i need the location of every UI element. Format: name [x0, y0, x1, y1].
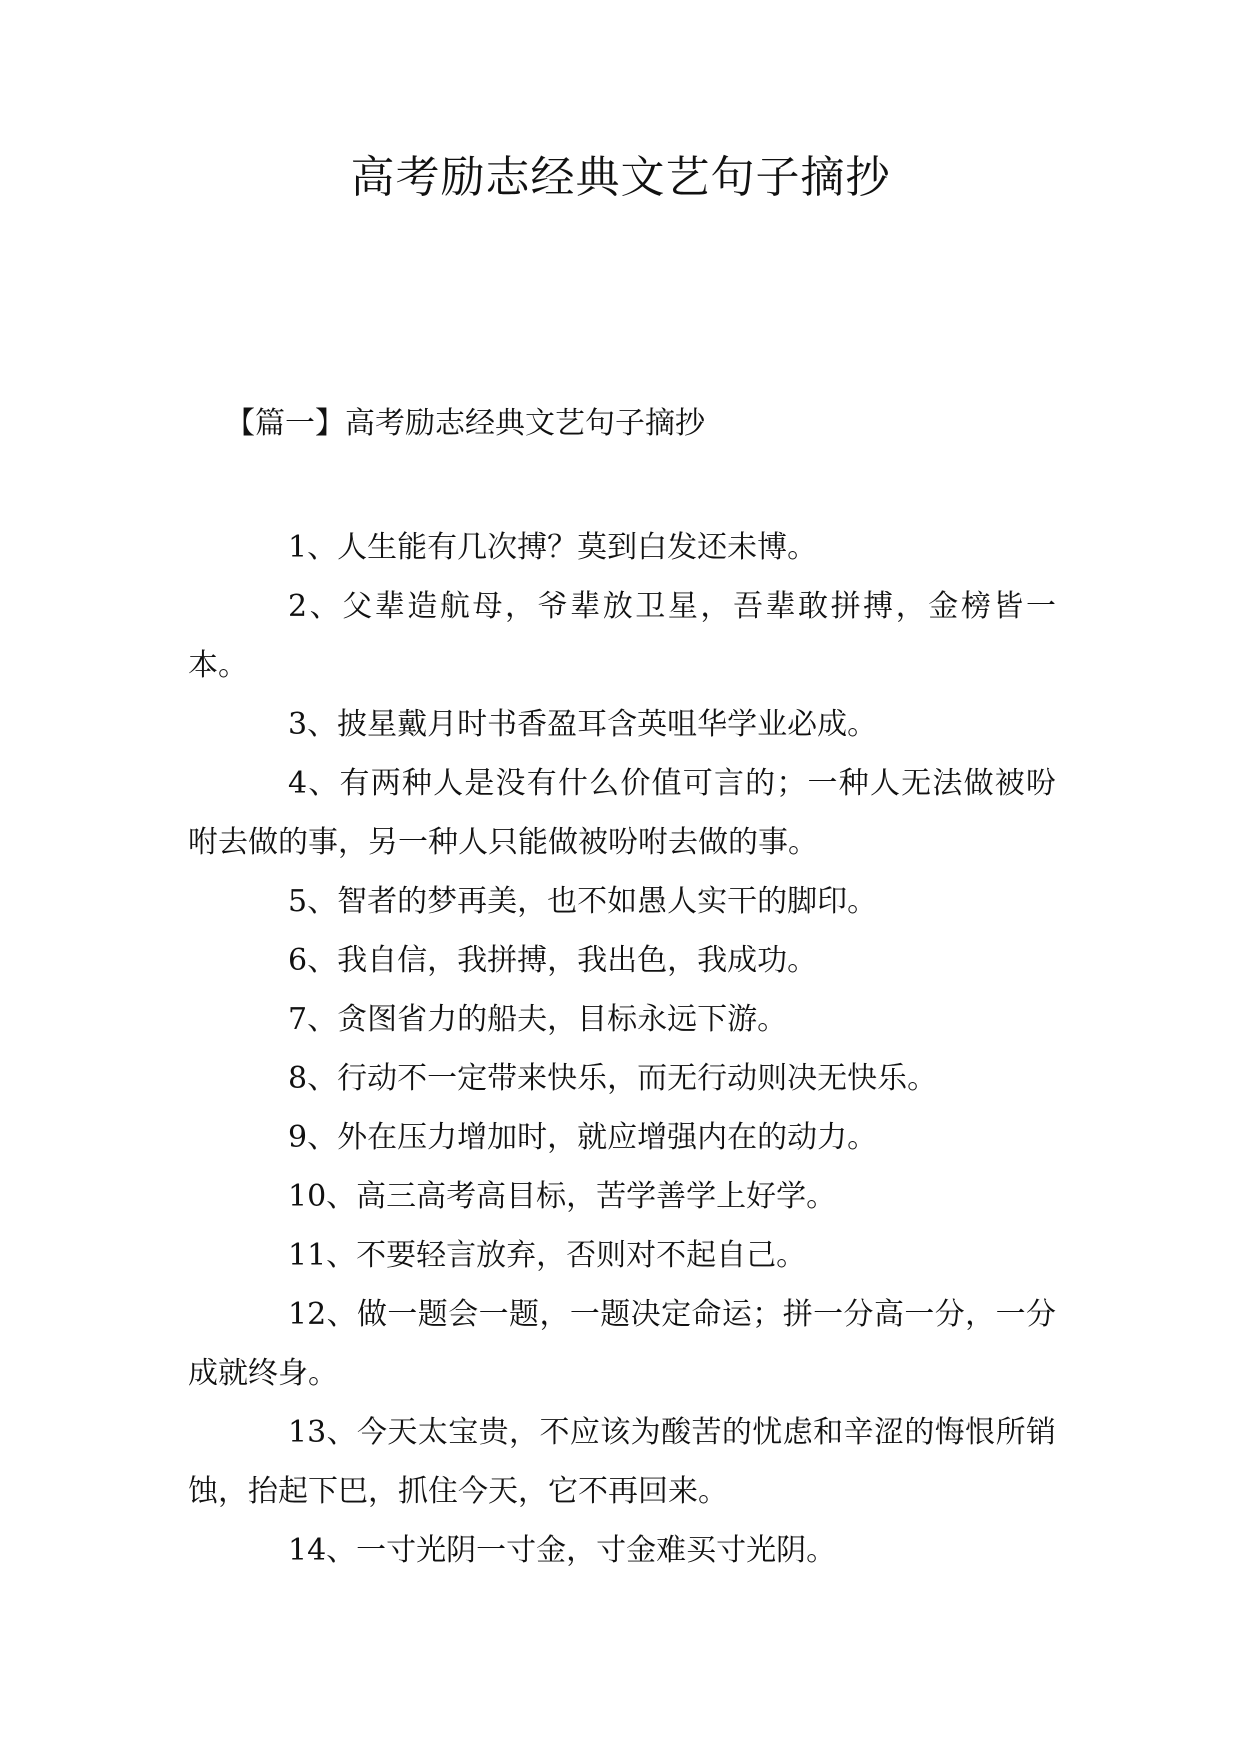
list-item: 7、贪图省力的船夫，目标永远下游。: [288, 1002, 788, 1037]
list-item: 6、我自信，我拼搏，我出色，我成功。: [288, 943, 818, 978]
list-item: 13、今天太宝贵，不应该为酸苦的忧虑和辛涩的悔恨所销蚀，抬起下巴，抓住今天，它不再回来。: [188, 1415, 1056, 1509]
list-item: 3、披星戴月时书香盈耳含英咀华学业必成。: [288, 707, 878, 742]
quote-list: [188, 518, 1056, 1580]
list-item: 14、一寸光阴一寸金，寸金难买寸光阴。: [288, 1533, 837, 1568]
list-item: 5、智者的梦再美，也不如愚人实干的脚印。: [288, 884, 878, 919]
list-item: 10、高三高考高目标，苦学善学上好学。: [288, 1179, 837, 1214]
list-item: 12、做一题会一题，一题决定命运；拼一分高一分，一分成就终身。: [188, 1297, 1056, 1391]
list-item: 9、外在压力增加时，就应增强内在的动力。: [288, 1120, 878, 1155]
list-item: 4、有两种人是没有什么价值可言的；一种人无法做被吩咐去做的事，另一种人只能做被吩咐去做的事。: [188, 766, 1056, 860]
list-item: 1、人生能有几次搏？莫到白发还未博。: [288, 530, 818, 565]
list-item: 8、行动不一定带来快乐，而无行动则决无快乐。: [288, 1061, 938, 1096]
document-title: 高考励志经典文艺句子摘抄: [350, 152, 891, 203]
list-item: 11、不要轻言放弃，否则对不起自己。: [288, 1238, 807, 1273]
section-heading: 【篇一】高考励志经典文艺句子摘抄: [225, 406, 705, 441]
list-item: 2、父辈造航母，爷辈放卫星，吾辈敢拼搏，金榜皆一本。: [188, 589, 1056, 683]
